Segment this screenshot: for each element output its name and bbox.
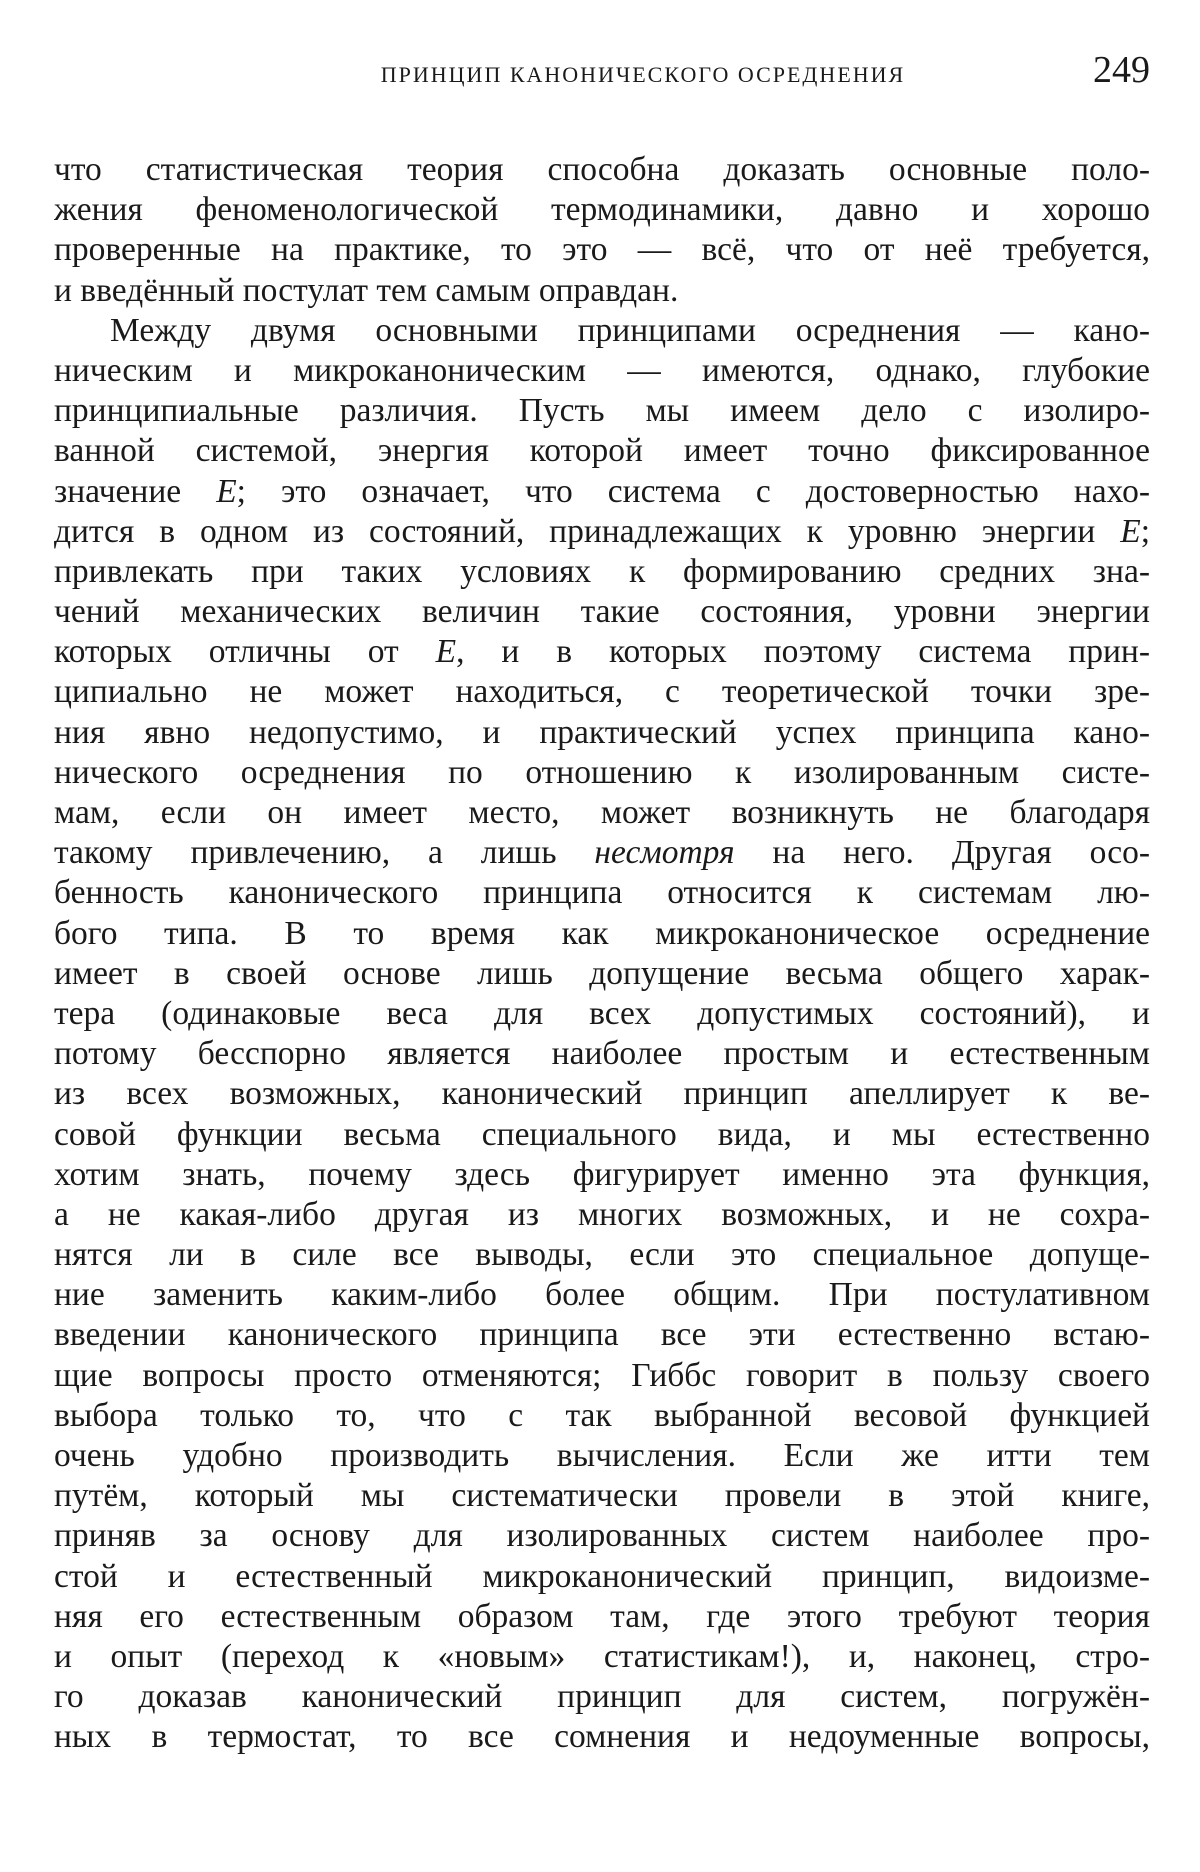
text-line: путём, который мы систематически провели в этой книге,: [54, 1477, 1150, 1515]
text-fragment: , и в которых поэтому система прин-: [456, 633, 1150, 671]
text-line: из всех возможных, канонический принцип апеллирует к ве-: [54, 1075, 1150, 1113]
text-fragment: дится в одном из состояний, принадлежащих к уровню энергии: [54, 512, 1121, 550]
text-line: бого типа. В то время как микроканоническое осреднение: [54, 914, 1150, 952]
text-line: ния явно недопустимо, и практический успех принципа кано-: [54, 713, 1150, 751]
text-line: ние заменить каким-либо более общим. При постулативном: [54, 1276, 1150, 1314]
text-line: [54, 632, 1150, 672]
text-line: [54, 472, 1150, 512]
text-line: совой функции весьма специального вида, и мы естественно: [54, 1115, 1150, 1153]
text-line: щие вопросы просто отменяются; Гиббс говорит в пользу своего: [54, 1356, 1150, 1394]
text-fragment: значение: [54, 472, 217, 510]
text-line: [54, 833, 1150, 873]
text-line: мам, если он имеет место, может возникнуть не благодаря: [54, 794, 1150, 831]
text-line: ципиально не может находиться, с теоретической точки зре-: [54, 673, 1150, 711]
body-text: [54, 150, 1150, 1758]
text-line: а не какая-либо другая из многих возможных, и не сохра-: [54, 1195, 1150, 1233]
math-symbol-energy: E: [435, 633, 457, 671]
text-line: введении канонического принципа все эти естественно встаю-: [54, 1316, 1150, 1354]
text-line: ническим и микроканоническим — имеются, однако, глубокие: [54, 351, 1150, 389]
text-line: тера (одинаковые веса для всех допустимых состояний), и: [54, 994, 1150, 1032]
text-line: выбора только то, что с так выбранной весовой функцией: [54, 1396, 1150, 1434]
text-line: няя его естественным образом там, где этого требуют теория: [54, 1597, 1150, 1635]
math-symbol-energy: E: [1120, 512, 1141, 550]
text-line: имеет в своей основе лишь допущение весьма общего харак-: [54, 954, 1150, 992]
text-fragment: такому привлечению, а лишь: [54, 834, 595, 872]
text-line: Между двумя основными принципами осреднения — кано-: [110, 311, 1150, 349]
text-fragment: ; это означает, что система с достоверностью нахо-: [236, 472, 1150, 510]
text-line: и опыт (переход к «новым» статистикам!), и, наконец, стро-: [54, 1637, 1150, 1675]
text-line: [54, 512, 1150, 552]
text-line: ванной системой, энергия которой имеет точно фиксированное: [54, 432, 1150, 470]
text-line: очень удобно производить вычисления. Если же итти тем: [54, 1437, 1150, 1474]
text-line: бенность канонического принципа относится к системам лю-: [54, 874, 1150, 912]
text-line: жения феноменологической термодинамики, давно и хорошо: [54, 191, 1150, 229]
text-line: потому бесспорно является наиболее простым и естественным: [54, 1035, 1150, 1073]
text-line: и введённый постулат тем самым оправдан.: [54, 271, 679, 309]
emphasis-text: несмотря: [594, 834, 735, 872]
text-line: проверенные на практике, то это — всё, что от неё требуется,: [54, 231, 1150, 269]
text-line: привлекать при таких условиях к формированию средних зна-: [54, 552, 1150, 590]
page-number: 249: [1093, 49, 1150, 91]
text-fragment: на него. Другая осо-: [734, 834, 1150, 872]
text-fragment: ;: [1140, 512, 1150, 550]
math-symbol-energy: E: [216, 472, 237, 510]
text-fragment: которых отличны от: [54, 633, 436, 671]
text-line: принципиальные различия. Пусть мы имеем дело с изолиро-: [54, 392, 1150, 430]
text-line: нятся ли в силе все выводы, если это специальное допуще-: [54, 1236, 1150, 1274]
text-line: стой и естественный микроканонический принцип, видоизме-: [54, 1557, 1150, 1595]
text-line: что статистическая теория способна доказать основные поло-: [54, 151, 1150, 188]
page-header: [56, 48, 1150, 96]
text-line: го доказав канонический принцип для систем, погружён-: [54, 1678, 1150, 1716]
running-title: ПРИНЦИП КАНОНИЧЕСКОГО ОСРЕДНЕНИЯ: [380, 62, 906, 87]
text-line: ных в термостат, то все сомнения и недоуменные вопросы,: [54, 1718, 1150, 1756]
text-line: чений механических величин такие состояния, уровни энергии: [54, 593, 1150, 631]
text-line: нического осреднения по отношению к изолированным систе-: [54, 753, 1150, 791]
text-line: приняв за основу для изолированных систем наиболее про-: [54, 1517, 1150, 1555]
text-line: хотим знать, почему здесь фигурирует именно эта функция,: [54, 1155, 1150, 1193]
